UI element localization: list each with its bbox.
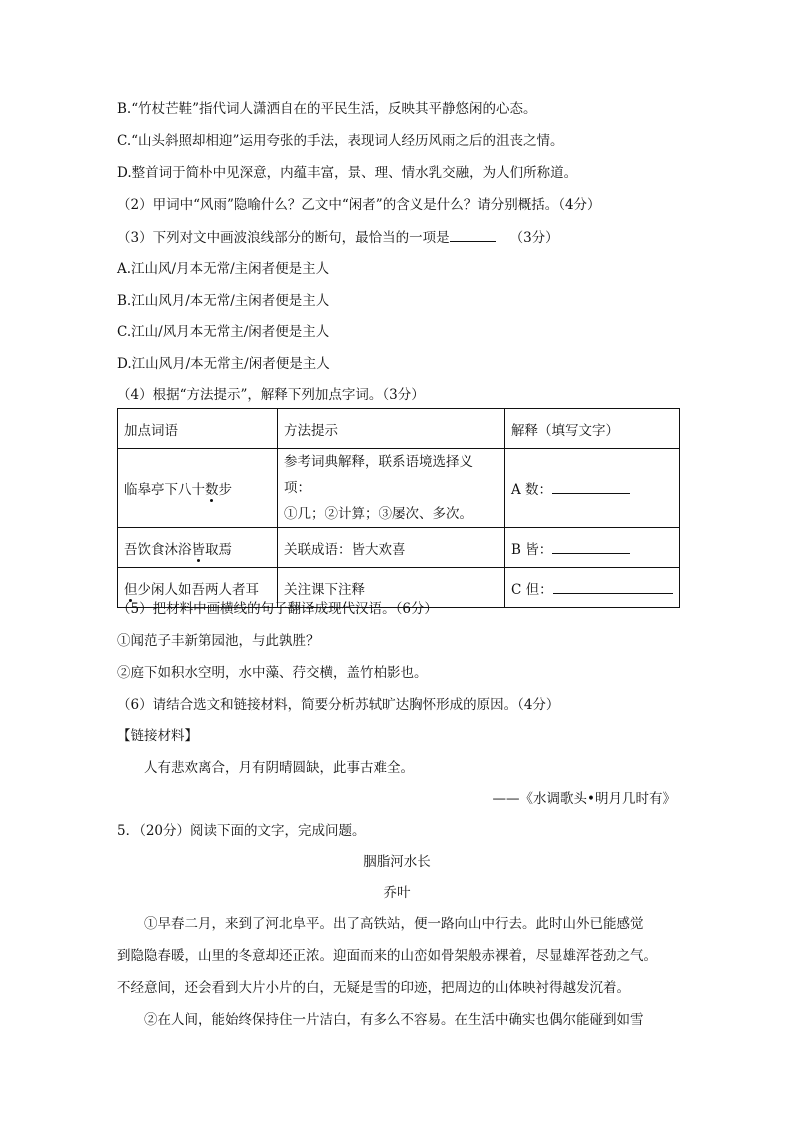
q3-option-d: D.江山风月/本无常主/闲者便是主人	[117, 356, 330, 372]
word-cell: 吾饮食沐浴皆取焉	[118, 528, 278, 568]
method-cell: 参考词典解释，联系语境选择义项： ①几；②计算；③屡次、多次。	[278, 449, 505, 528]
answer-blank[interactable]	[552, 479, 630, 494]
answer-blank[interactable]	[553, 579, 673, 594]
article-author: 乔叶	[383, 885, 411, 901]
table-row	[118, 449, 680, 528]
link-material-source: ——《水调歌头•明月几时有》	[492, 791, 676, 807]
method-cell: 关注课下注释	[278, 568, 505, 608]
dotted-char: 皆	[191, 541, 205, 558]
answer-blank[interactable]	[450, 228, 496, 242]
table-row	[118, 528, 680, 568]
q3-option-a: A.江山风/月本无常/主闲者便是主人	[117, 261, 330, 277]
question-6: （6）请结合选文和链接材料，简要分析苏轼旷达胸怀形成的原因。（4分）	[117, 697, 560, 713]
paragraph-1-line: ①早春二月，来到了河北阜平。出了高铁站，便一路向山中行去。此时山外已能感觉	[144, 916, 644, 932]
header-word: 加点词语	[118, 409, 278, 449]
header-method: 方法提示	[278, 409, 505, 449]
question-4: （4）根据“方法提示”，解释下列加点字词。（3分）	[117, 387, 425, 403]
header-answer: 解释（填写文字）	[505, 409, 680, 449]
q3-option-c: C.江山/风月本无常主/闲者便是主人	[117, 324, 330, 340]
question-3-prompt: （3）下列对文中画波浪线部分的断句，最恰当的一项是	[117, 230, 450, 246]
option-b: B.“竹杖芒鞋”指代词人潇洒自在的平民生活，反映其平静悠闲的心态。	[117, 101, 537, 117]
method-cell: 关联成语：皆大欢喜	[278, 528, 505, 568]
word-cell: 但少闲人如吾两人者耳	[118, 568, 278, 608]
answer-cell: B 皆：	[505, 528, 680, 568]
table-header-row	[118, 409, 680, 449]
option-d: D.整首词于简朴中见深意，内蕴丰富，景、理、情水乳交融，为人们所称道。	[117, 165, 578, 181]
translate-sentence-2: ②庭下如积水空明，水中藻、荇交横，盖竹柏影也。	[117, 665, 428, 681]
paragraph-1-line: 到隐隐春暖，山里的冬意却还正浓。迎面而来的山峦如骨架般赤裸着，尽显雄浑苍劲之气。	[117, 948, 657, 964]
question-2: （2）甲词中“风雨”隐喻什么？乙文中“闲者”的含义是什么？请分别概括。（4分）	[117, 197, 601, 213]
word-table	[117, 408, 680, 608]
dotted-char: 数	[205, 482, 219, 498]
link-material-title: 【链接材料】	[117, 728, 198, 744]
answer-cell: A 数：	[505, 449, 680, 528]
paragraph-1-line: 不经意间，还会看到大片小片的白，无疑是雪的印迹，把周边的山体映衬得越发沉着。	[117, 980, 630, 996]
answer-blank[interactable]	[552, 539, 630, 554]
word-cell: 临皋亭下八十数步	[118, 449, 278, 528]
question-3	[117, 228, 559, 247]
question-3-score: （3分）	[509, 230, 559, 246]
paragraph-2-line: ②在人间，能始终保持住一片洁白，有多么不容易。在生活中确实也偶尔能碰到如雪	[144, 1012, 644, 1028]
answer-cell: C 但：	[505, 568, 680, 608]
option-c: C.“山头斜照却相迎”运用夸张的手法，表现词人经历风雨之后的沮丧之情。	[117, 133, 564, 149]
q3-option-b: B.江山风月/本无常/主闲者便是主人	[117, 293, 330, 309]
translate-sentence-1: ①闻范子丰新第园池，与此孰胜？	[117, 633, 320, 649]
question-5: （5）把材料中画横线的句子翻译成现代汉语。（6分）	[117, 601, 438, 617]
dotted-char: 但	[124, 581, 138, 598]
article-title: 胭脂河水长	[363, 854, 431, 870]
section-5-header: 5．（20分）阅读下面的文字，完成问题。	[117, 823, 366, 839]
link-material-text: 人有悲欢离合，月有阴晴圆缺，此事古难全。	[144, 760, 414, 776]
